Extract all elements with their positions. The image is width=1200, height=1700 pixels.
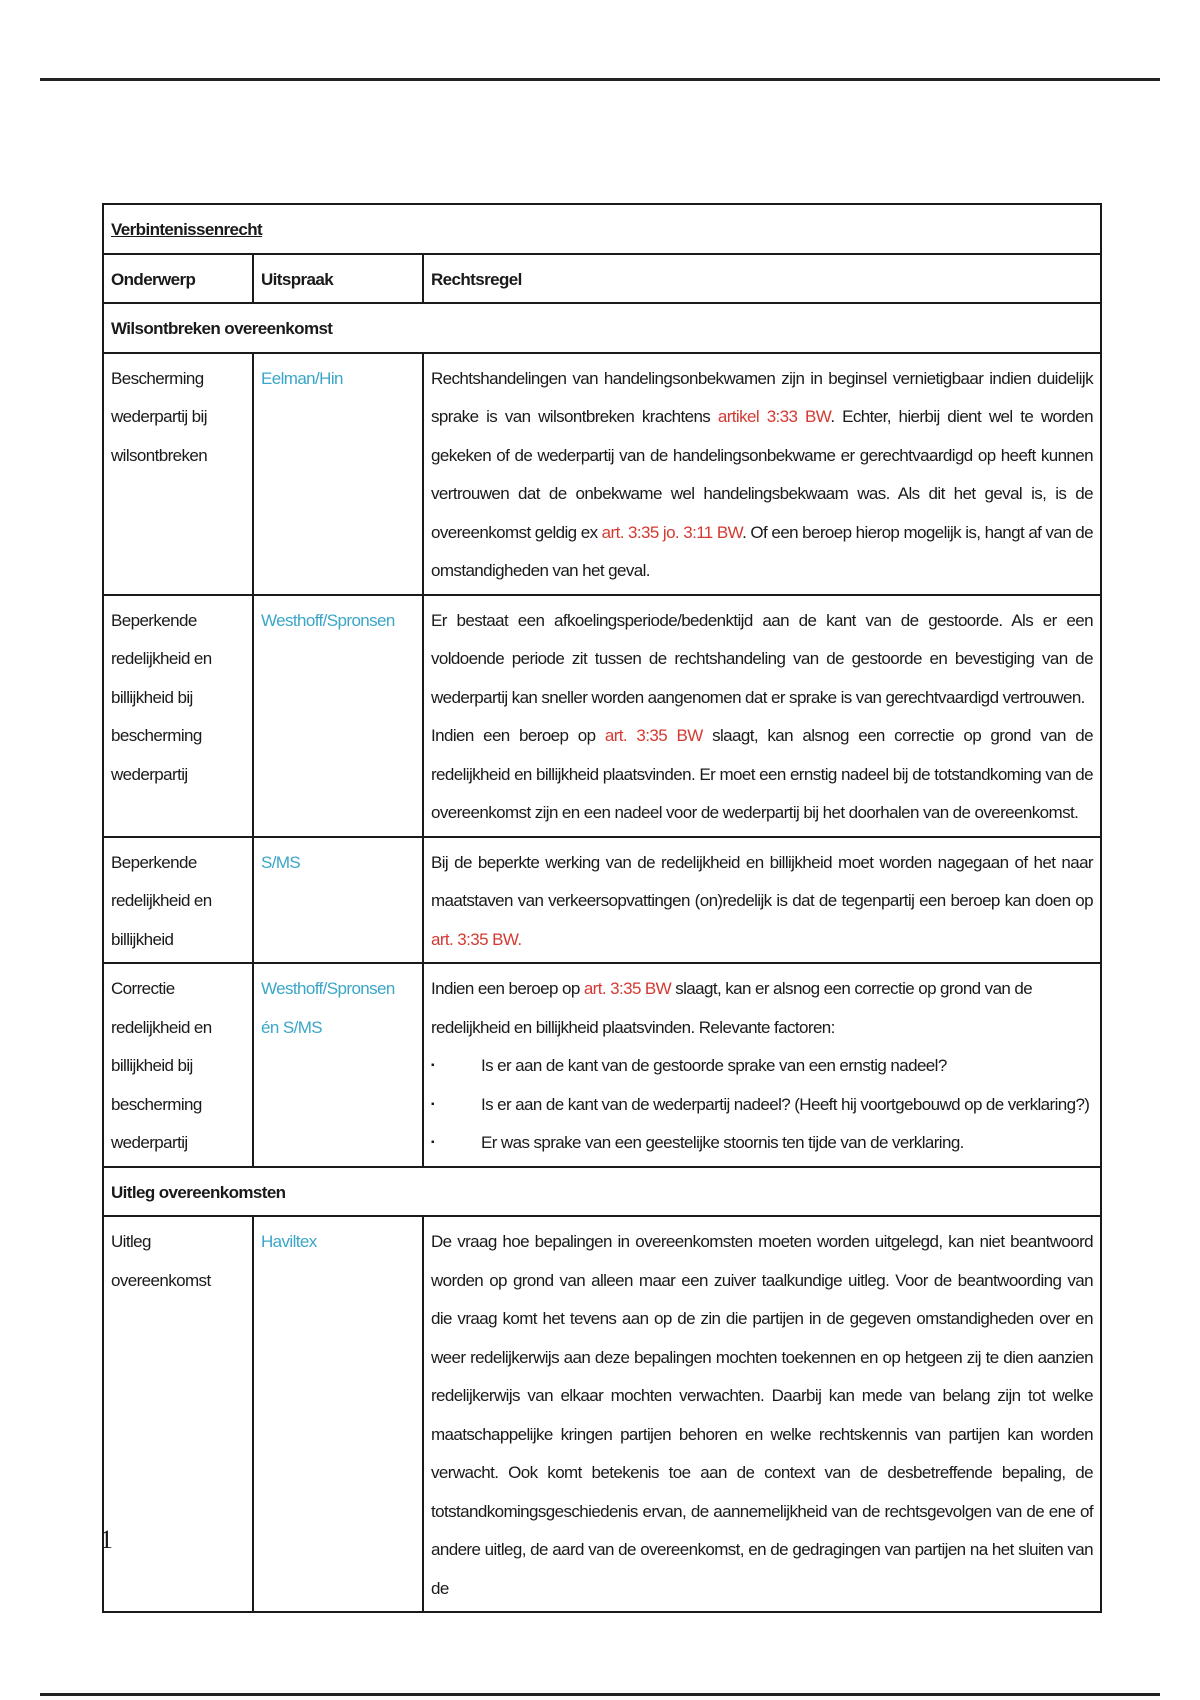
column-header-onderwerp: Onderwerp [103, 254, 253, 304]
table-row [103, 1216, 1101, 1612]
case-link-westhoff-spronsen[interactable]: Westhoff/Spronsen [261, 610, 395, 630]
case-link-westhoff-spronsen-en-s-ms[interactable]: Westhoff/Spronsen én S/MS [261, 979, 395, 1037]
factor-list [431, 1047, 1093, 1163]
table-row [103, 837, 1101, 964]
table-row [103, 595, 1101, 837]
rechtsregel-cell: Bij de beperkte werking van de redelijkheid en billijkheid moet worden nagegaan of het naar maatstaven van verkeersopvattingen (on)redelijk is dat de tegenpartij een beroep kan doen op art. 3:35 BW. [423, 837, 1101, 964]
article-ref: art. 3:35 BW [583, 979, 672, 998]
rechtsregel-cell: Rechtshandelingen van handelingsonbekwamen zijn in beginsel vernietigbaar indien duidelijk sprake is van wilsontbreken krachtens artikel 3:33 BW. Echter, hierbij dient wel te worden gekeken of de wederpartij van de handelingsonbekwame er gerechtvaardigd op heeft kunnen vertrouwen dat de onbekwame wel handelingsbekwaam was. Als dit het geval is, is de overeenkomst geldig ex art. 3:35 jo. 3:11 BW. Of een beroep hierop mogelijk is, hangt af van de omstandigheden van het geval. [423, 353, 1101, 595]
case-link-s-ms[interactable]: S/MS [261, 852, 301, 872]
case-link-eelman-hin[interactable]: Eelman/Hin [261, 368, 343, 388]
page-number: 1 [100, 1525, 113, 1554]
section-row [103, 303, 1101, 353]
article-ref: art. 3:35 BW [431, 929, 518, 949]
header-rule [40, 78, 1160, 81]
rechtsregel-cell: De vraag hoe bepalingen in overeenkomsten moeten worden uitgelegd, kan niet beantwoord worden op grond van alleen maar een zuiver taalkundige uitleg. Voor de beantwoording van die vraag komt het tevens aan op de zin die partijen in de gegeven omstandigheden over en weer redelijkerwijs aan deze bepalingen mochten toekennen en op hetgeen zij te dien aanzien redelijkerwijs van elkaar mochten verwachten. Daarbij kan mede van belang zijn tot welke maatschappelijke kringen partijen behoren en welke rechtskennis van partijen kan worden verwacht. Ook komt betekenis toe aan de context van de desbetreffende bepaling, de totstandkomingsgeschiedenis ervan, de aannemelijkheid van de rechtsgevolgen van de ene of andere uitleg, de aard van de overeenkomst, en de gedragingen van partijen na het sluiten van de [423, 1216, 1101, 1612]
onderwerp-cell: Uitleg overeenkomst [103, 1216, 253, 1612]
onderwerp-cell: Correctie redelijkheid en billijkheid bij bescherming wederpartij [103, 963, 253, 1167]
rechtsregel-cell: Indien een beroep op art. 3:35 BW slaagt, kan er alsnog een correctie op grond van de redelijkheid en billijkheid plaatsvinden. Relevante factoren: ▪ Is er aan de kant van de gestoorde sprake van een ernstig nadeel? ▪ Is er aan de kant van de wederpartij nadeel? (Heeft hij voortgebouwd op de verklaring?) ▪ Er was sprake van een geestelijke stoornis ten tijde van de verklaring. [423, 963, 1101, 1167]
uitspraak-cell [253, 963, 423, 1167]
onderwerp-cell: Bescherming wederpartij bij wilsontbreken [103, 353, 253, 595]
onderwerp-cell: Beperkende redelijkheid en billijkheid bij bescherming wederpartij [103, 595, 253, 837]
table-row [103, 353, 1101, 595]
table-row [103, 963, 1101, 1167]
list-item: ▪ Is er aan de kant van de gestoorde sprake van een ernstig nadeel? [431, 1047, 1093, 1086]
uitspraak-cell [253, 837, 423, 964]
case-link-haviltex[interactable]: Haviltex [261, 1232, 317, 1251]
column-header-uitspraak: Uitspraak [253, 254, 423, 304]
article-ref: art. 3:35 jo. 3:11 BW [601, 522, 743, 542]
uitspraak-cell [253, 353, 423, 595]
uitspraak-cell [253, 595, 423, 837]
section-title-uitleg: Uitleg overeenkomsten [103, 1167, 1101, 1217]
table-title: Verbintenissenrecht [103, 204, 1101, 254]
section-row [103, 1167, 1101, 1217]
rechtsregel-cell: Er bestaat een afkoelingsperiode/bedenktijd aan de kant van de gestoorde. Als er een voldoende periode zit tussen de rechtshandeling van de gestoorde en bevestiging van de wederpartij kan sneller worden aangenomen dat er sprake is van gerechtvaardigd vertrouwen. Indien een beroep op art. 3:35 BW slaagt, kan alsnog een correctie op grond van de redelijkheid en billijkheid plaatsvinden. Er moet een ernstig nadeel bij de totstandkoming van de overeenkomst zijn en een nadeel voor de wederpartij bij het doorhalen van de overeenkomst. [423, 595, 1101, 837]
list-item: ▪ Is er aan de kant van de wederpartij nadeel? (Heeft hij voortgebouwd op de verklaring?) [431, 1086, 1093, 1125]
article-ref: art. 3:35 BW [604, 726, 703, 745]
column-header-rechtsregel: Rechtsregel [423, 254, 1101, 304]
article-ref: artikel 3:33 BW [717, 407, 831, 426]
footer-rule [40, 1693, 1160, 1696]
table-title-row [103, 204, 1101, 254]
onderwerp-cell: Beperkende redelijkheid en billijkheid [103, 837, 253, 964]
section-title-wilsontbreken: Wilsontbreken overeenkomst [103, 303, 1101, 353]
case-law-table [102, 203, 1102, 1613]
column-header-row [103, 254, 1101, 304]
uitspraak-cell [253, 1216, 423, 1612]
list-item: ▪ Er was sprake van een geestelijke stoornis ten tijde van de verklaring. [431, 1124, 1093, 1163]
